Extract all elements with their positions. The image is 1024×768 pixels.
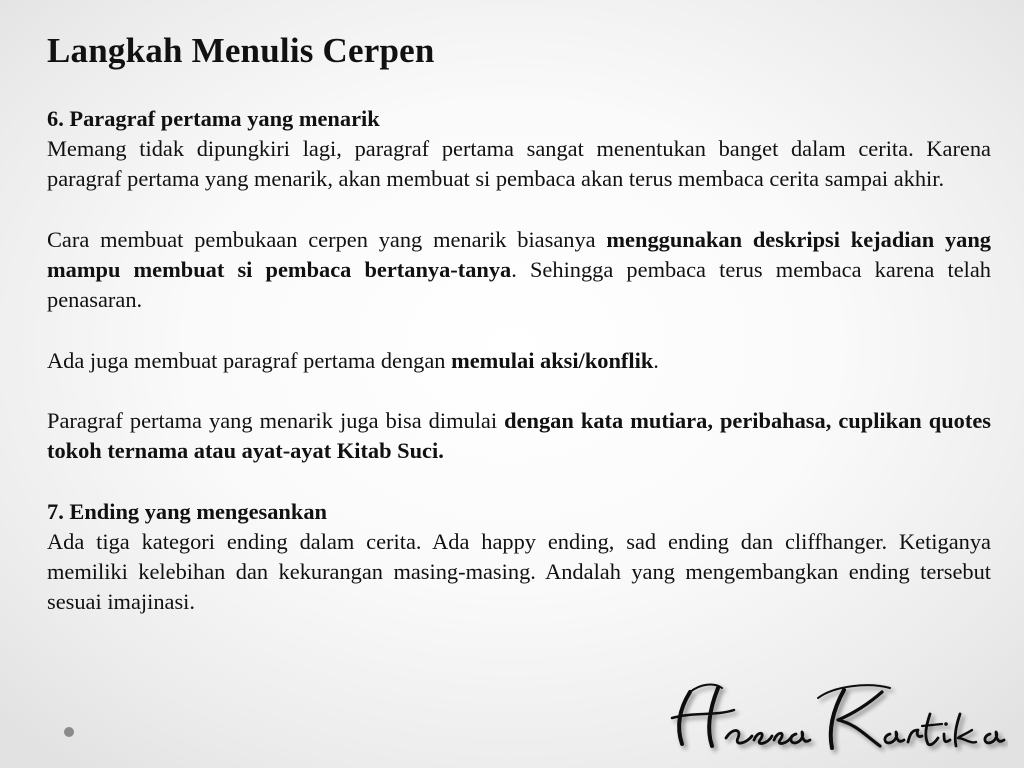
slide-content	[47, 30, 991, 617]
section-6-paragraph-4	[47, 406, 991, 466]
paragraph-gap	[47, 315, 991, 345]
paragraph-text: Ada juga membuat paragraf pertama dengan	[47, 347, 452, 373]
paragraph-bold-text: dengan kata mutiara, peribahasa, cuplikan quotes tokoh ternama atau ayat-ayat Kitab Suci.	[47, 407, 991, 464]
section-6-heading: 6. Paragraf pertama yang menarik	[47, 106, 380, 131]
paragraph-bold-text: memulai aksi/konflik	[451, 347, 654, 373]
section-6-paragraph-1: Memang tidak dipungkiri lagi, paragraf pertama sangat menentukan banget dalam cerita. Karena paragraf pertama yang menarik, akan membuat si pembaca akan terus membaca cerita sampai akhir.	[47, 136, 991, 192]
section-7-heading: 7. Ending yang mengesankan	[47, 498, 327, 524]
paragraph-gap	[47, 376, 991, 406]
paragraph-bold-text: menggunakan deskripsi kejadian yang mampu membuat si pembaca bertanya-tanya	[47, 226, 991, 282]
signature-logo	[668, 678, 1008, 758]
section-6-paragraph-3	[47, 346, 991, 376]
section-6-paragraph-2	[47, 225, 991, 316]
slide-body	[47, 104, 991, 617]
paragraph-text: Paragraf pertama yang menarik juga bisa dimulai	[47, 407, 505, 433]
paragraph-gap	[47, 195, 991, 225]
slide-bullet-dot	[64, 727, 74, 737]
section-7-paragraph-1: Ada tiga kategori ending dalam cerita. Ada happy ending, sad ending dan cliffhanger. Ketiganya memiliki kelebihan dan kekurangan masing-masing. Andalah yang mengembangkan ending tersebut sesuai imajinasi.	[47, 528, 991, 615]
paragraph-text: . Sehingga pembaca terus membaca karena telah penasaran.	[47, 257, 991, 313]
paragraph-text: .	[653, 347, 659, 373]
slide-title: Langkah Menulis Cerpen	[47, 31, 435, 70]
paragraph-text: Cara membuat pembukaan cerpen yang menarik biasanya	[47, 226, 607, 252]
paragraph-gap	[47, 466, 991, 496]
